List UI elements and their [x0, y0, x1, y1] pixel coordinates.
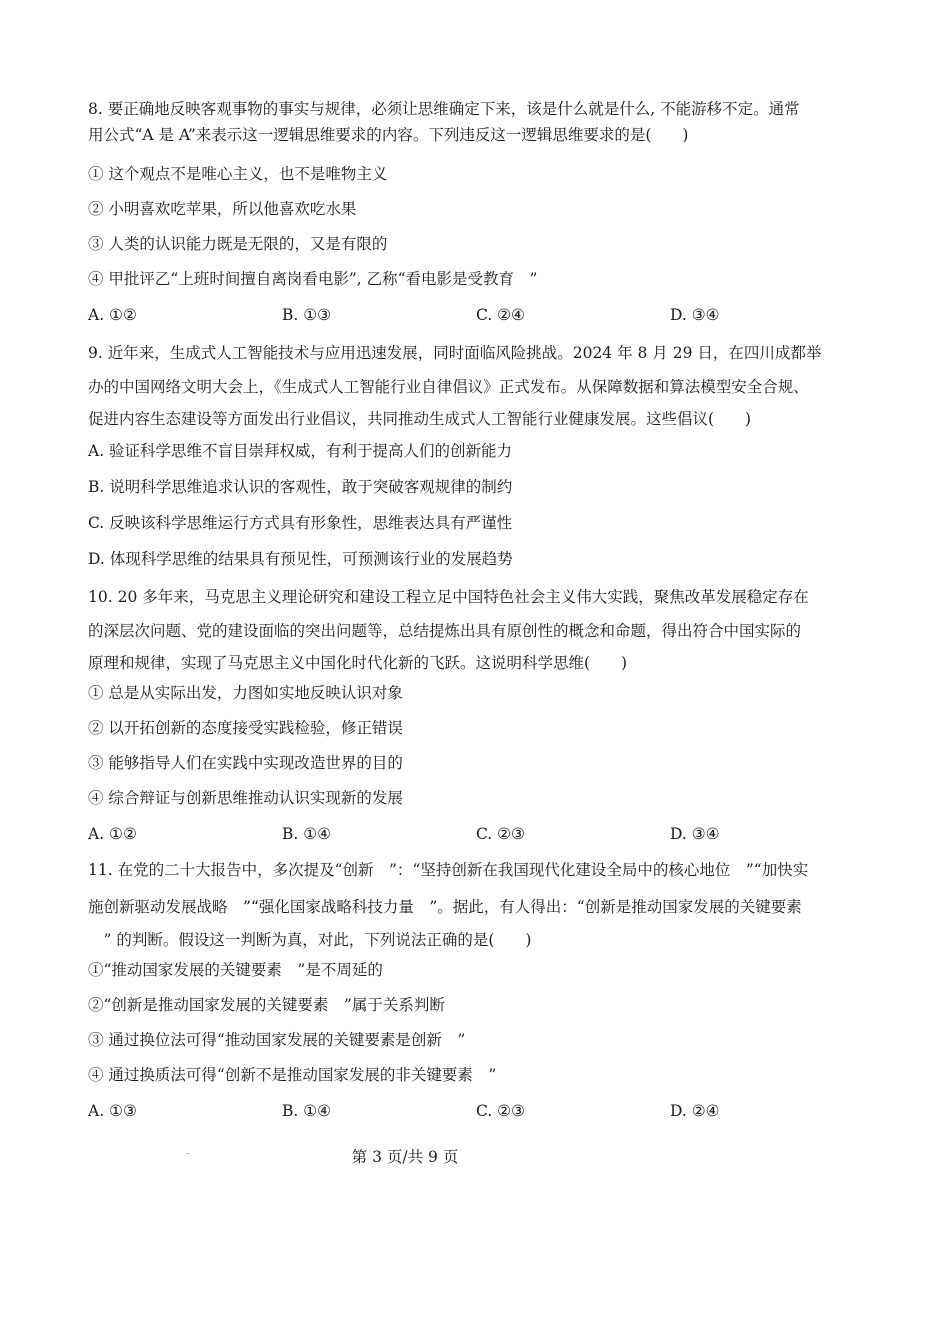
q10-stem-line-3: 原理和规律，实现了马克思主义中国化时代化新的飞跃。这说明科学思维( ) [88, 654, 628, 672]
q8-option-d[interactable]: D. ③④ [670, 306, 720, 324]
q8-item-2: ② 小明喜欢吃苹果，所以他喜欢吃水果 [88, 200, 357, 218]
q11-item-1: ①“推动国家发展的关键要素 ”是不周延的 [88, 961, 383, 979]
q8-item-3: ③ 人类的认识能力既是无限的，又是有限的 [88, 235, 388, 253]
q9-choice-b[interactable]: B. 说明科学思维追求认识的客观性，敢于突破客观规律的制约 [88, 478, 513, 496]
q11-option-b[interactable]: B. ①④ [282, 1102, 332, 1120]
q10-option-b[interactable]: B. ①④ [282, 825, 332, 843]
q9-choice-c[interactable]: C. 反映该科学思维运行方式具有形象性，思维表达具有严谨性 [88, 514, 513, 532]
q10-stem-line-2: 的深层次问题、党的建设面临的突出问题等，总结提炼出具有原创性的概念和命题，得出符合中国实际的 [88, 622, 802, 640]
q8-options [88, 304, 888, 326]
q8-item-1: ① 这个观点不是唯心主义，也不是唯物主义 [88, 165, 388, 183]
q8-stem-line-2: 用公式“A 是 A”来表示这一逻辑思维要求的内容。下列违反这一逻辑思维要求的是( ) [88, 126, 689, 144]
q10-option-a[interactable]: A. ①② [88, 825, 137, 843]
q11-item-2: ②“创新是推动国家发展的关键要素 ”属于关系判断 [88, 996, 445, 1014]
q8-stem-line-1: 8. 要正确地反映客观事物的事实与规律，必须让思维确定下来，该是什么就是什么, 不能游移不定。通常 [88, 100, 800, 118]
q8-option-a[interactable]: A. ①② [88, 306, 137, 324]
q10-item-4: ④ 综合辩证与创新思维推动认识实现新的发展 [88, 789, 403, 807]
q10-item-1: ① 总是从实际出发，力图如实地反映认识对象 [88, 684, 403, 702]
q9-stem-line-2: 办的中国网络文明大会上，《生成式人工智能行业自律倡议》正式发布。从保障数据和算法模型安全合规、 [88, 378, 809, 396]
q11-option-d[interactable]: D. ②④ [670, 1102, 720, 1120]
q11-item-4: ④ 通过换质法可得“创新不是推动国家发展的非关键要素 ” [88, 1066, 497, 1084]
q10-item-3: ③ 能够指导人们在实践中实现改造世界的目的 [88, 754, 403, 772]
q11-option-a[interactable]: A. ①③ [88, 1102, 137, 1120]
q10-option-d[interactable]: D. ③④ [670, 825, 720, 843]
q10-option-c[interactable]: C. ②③ [476, 825, 525, 843]
q8-option-c[interactable]: C. ②④ [476, 306, 525, 324]
q8-item-4: ④ 甲批评乙“上班时间擅自离岗看电影”, 乙称“看电影是受教育 ” [88, 270, 538, 288]
q11-item-3: ③ 通过换位法可得“推动国家发展的关键要素是创新 ” [88, 1031, 466, 1049]
q10-options [88, 823, 888, 845]
q10-item-2: ② 以开拓创新的态度接受实践检验，修正错误 [88, 719, 403, 737]
q11-stem-line-3: ” 的判断。假设这一判断为真，对此，下列说法正确的是( ) [88, 931, 532, 949]
q11-option-c[interactable]: C. ②③ [476, 1102, 525, 1120]
q9-choice-a[interactable]: A. 验证科学思维不盲目崇拜权威，有利于提高人们的创新能力 [88, 442, 513, 460]
q9-stem-line-3: 促进内容生态建设等方面发出行业倡议，共同推动生成式人工智能行业健康发展。这些倡议( ) [88, 410, 752, 428]
q11-stem-line-1: 11. 在党的二十大报告中，多次提及“创新 ”：“坚持创新在我国现代化建设全局中的核心地位 ”“加快实 [88, 861, 809, 879]
q11-options [88, 1100, 888, 1122]
q11-stem-line-2: 施创新驱动发展战略 ”“强化国家战略科技力量 ”。据此，有人得出：“创新是推动国家发展的关键要素 [88, 898, 802, 916]
q9-choice-d[interactable]: D. 体现科学思维的结果具有预见性，可预测该行业的发展趋势 [88, 550, 513, 568]
q9-stem-line-1: 9. 近年来，生成式人工智能技术与应用迅速发展，同时面临风险挑战。2024 年 8 月 29 日，在四川成都举 [88, 344, 822, 362]
q10-stem-line-1: 10. 20 多年来，马克思主义理论研究和建设工程立足中国特色社会主义伟大实践，聚焦改革发展稳定存在 [88, 588, 809, 606]
page-footer: 第 3 页/共 9 页 [351, 1148, 459, 1166]
q8-option-b[interactable]: B. ①③ [282, 306, 332, 324]
